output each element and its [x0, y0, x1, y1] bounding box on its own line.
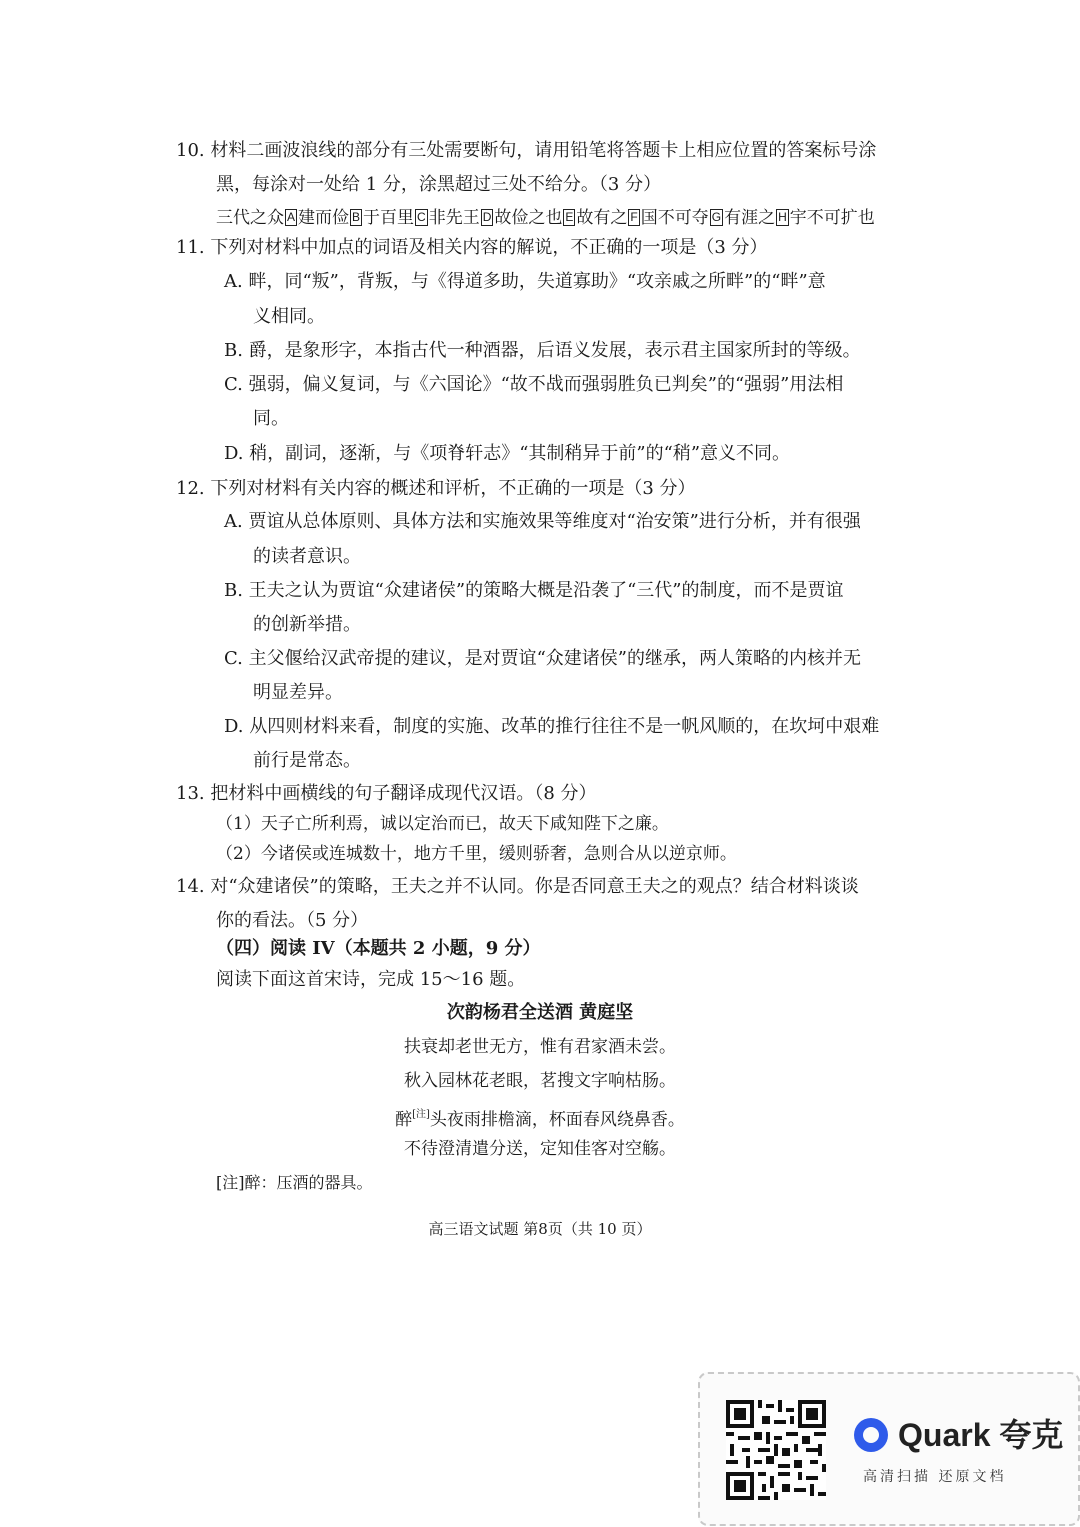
- poem-line-3-text: 头夜雨排檐滴，杯面春风绕鼻香。: [429, 1110, 685, 1130]
- q10-segment: 故有之: [576, 208, 628, 228]
- q10-segment: 有涯之: [724, 208, 776, 228]
- section-heading: （四）阅读 IV（本题共 2 小题，9 分）: [216, 938, 541, 959]
- q12-option-a-cont: 的读者意识。: [253, 546, 361, 567]
- q14-line1: 14. 对“众建诸侯”的策略，王夫之并不认同。你是否同意王夫之的观点？结合材料谈谈: [176, 876, 859, 897]
- quark-slogan: 高清扫描 还原文档: [863, 1469, 1007, 1485]
- q10-mark-d: D: [482, 210, 492, 224]
- q10-line1: 10. 材料二画波浪线的部分有三处需要断句，请用铅笔将答题卡上相应位置的答案标号涂: [176, 140, 877, 161]
- q11-option-c: C. 强弱，偏义复词，与《六国论》“故不战而强弱胜负已判矣”的“强弱”用法相: [224, 374, 844, 395]
- q12-option-a: A. 贾谊从总体原则、具体方法和实施效果等维度对“治安策”进行分析，并有很强: [224, 511, 861, 532]
- quark-brand: Quark 夸克: [898, 1417, 1064, 1453]
- q13-stem: 13. 把材料中画横线的句子翻译成现代汉语。（8 分）: [176, 783, 597, 804]
- quark-logo-icon: [854, 1418, 888, 1452]
- q11-option-a: A. 畔，同“叛”，背叛，与《得道多助，失道寡助》“攻亲戚之所畔”的“畔”意: [224, 271, 826, 292]
- q12-option-c: C. 主父偃给汉武帝提的建议，是对贾谊“众建诸侯”的继承，两人策略的内核并无: [224, 648, 861, 669]
- q10-mark-c: C: [417, 210, 426, 224]
- q12-option-c-cont: 明显差异。: [253, 682, 343, 703]
- q10-mark-f: F: [630, 210, 638, 224]
- qr-code-icon: [726, 1400, 826, 1500]
- poem-line-2: 秋入园林花老眼，茗搜文字响枯肠。: [404, 1071, 676, 1091]
- q12-option-d-cont: 前行是常态。: [253, 750, 361, 771]
- q10-mark-e: E: [565, 210, 574, 224]
- q11-option-a-cont: 义相同。: [253, 306, 325, 327]
- q13-sentence-2: （2）今诸侯或连城数十，地方千里，缓则骄奢，急则合从以逆京师。: [216, 844, 737, 864]
- q10-segment: 宇不可扩也: [789, 208, 875, 228]
- q12-option-b-cont: 的创新举措。: [253, 614, 361, 635]
- q10-segment: 建而俭: [298, 208, 350, 228]
- q10-mark-b: B: [352, 210, 361, 224]
- q10-punctuation-line: [216, 206, 875, 230]
- section-intro: 阅读下面这首宋诗，完成 15～16 题。: [216, 969, 526, 990]
- q11-option-d: D. 稍，副词，逐渐，与《项脊轩志》“其制稍异于前”的“稍”意义不同。: [224, 443, 791, 464]
- q10-segment: 于百里: [363, 208, 415, 228]
- note-marker: [注]: [412, 1109, 430, 1120]
- q10-segment: 故俭之也: [494, 208, 563, 228]
- q10-mark-h: H: [778, 210, 787, 224]
- quark-watermark: [698, 1372, 1080, 1526]
- q11-stem: 11. 下列对材料中加点的词语及相关内容的解说，不正确的一项是（3 分）: [176, 237, 768, 258]
- q12-stem: 12. 下列对材料有关内容的概述和评析，不正确的一项是（3 分）: [176, 478, 696, 499]
- poem-line-1: 扶衰却老世无方，惟有君家酒未尝。: [404, 1037, 676, 1057]
- poem-line-4: 不待澄清遣分送，定知佳客对空觞。: [404, 1139, 676, 1159]
- page-footer: 高三语文试题 第8页（共 10 页）: [428, 1220, 652, 1238]
- q13-sentence-1: （1）天子亡所利焉，诚以定治而已，故天下咸知陛下之廉。: [216, 814, 669, 834]
- q11-option-b: B. 爵，是象形字，本指古代一种酒器，后语义发展，表示君主国家所封的等级。: [224, 340, 861, 361]
- poem-line-3: [0, 1103, 1080, 1132]
- q10-segment: 国不可夺: [640, 208, 709, 228]
- q10-line2: 黑，每涂对一处给 1 分，涂黑超过三处不给分。（3 分）: [216, 174, 662, 195]
- q10-segment: 非先王: [428, 208, 480, 228]
- poem-note: [注]醉：压酒的器具。: [216, 1173, 373, 1192]
- poem-title: 次韵杨君全送酒 黄庭坚: [446, 1002, 634, 1023]
- q14-line2: 你的看法。（5 分）: [216, 910, 369, 931]
- q10-segment: 三代之众: [216, 208, 284, 228]
- q11-option-c-cont: 同。: [253, 408, 289, 429]
- q10-mark-g: G: [711, 210, 722, 224]
- q10-mark-a: A: [287, 210, 296, 224]
- q12-option-d: D. 从四则材料来看，制度的实施、改革的推行往往不是一帆风顺的，在坎坷中艰难: [224, 716, 880, 737]
- q12-option-b: B. 王夫之认为贾谊“众建诸侯”的策略大概是沿袭了“三代”的制度，而不是贾谊: [224, 580, 844, 601]
- poem-char: 醉: [395, 1110, 413, 1130]
